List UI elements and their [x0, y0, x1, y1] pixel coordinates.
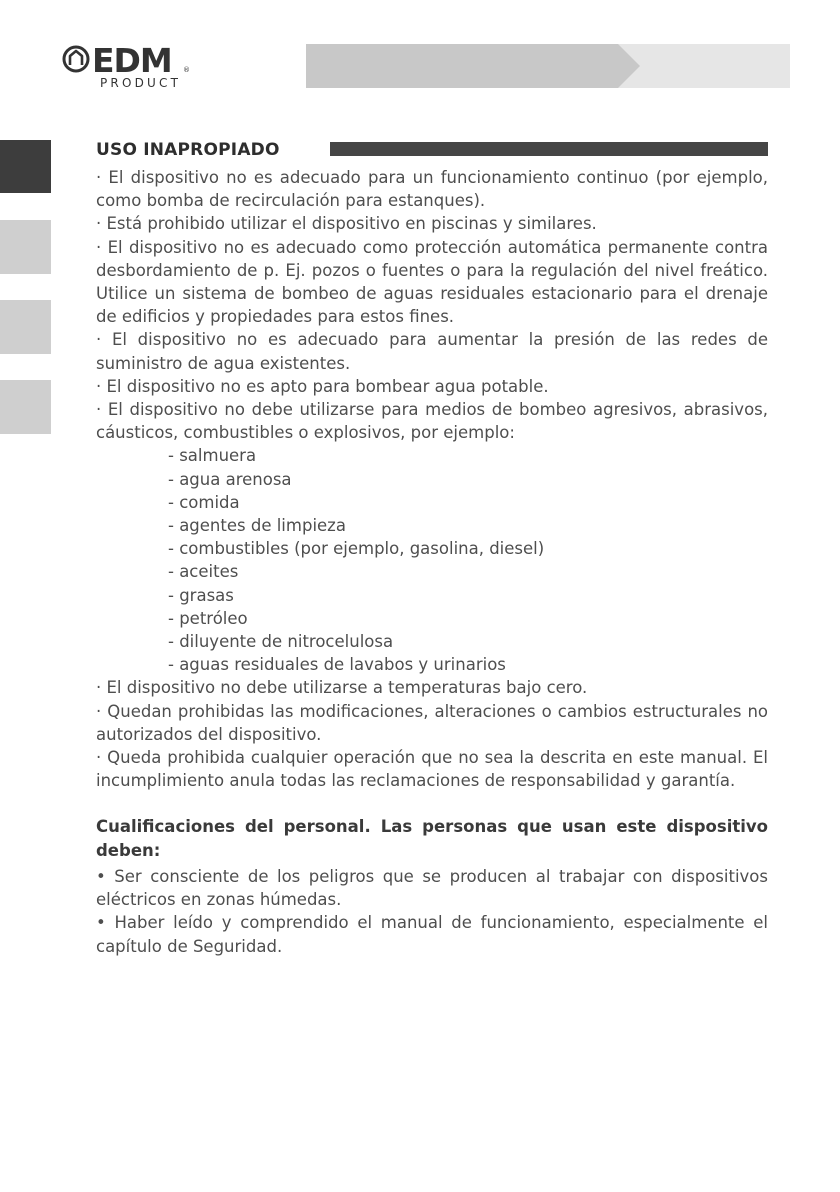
list-item: - aguas residuales de lavabos y urinarios: [168, 655, 506, 675]
prohibited-media-list: [96, 444, 768, 676]
paragraph: · Queda prohibida cualquier operación que no sea la descrita en este manual. El incumplimiento anula todas las reclamaciones de responsabilidad y garantía.: [96, 748, 768, 791]
list-item: - agentes de limpieza: [168, 516, 346, 536]
paragraph: · El dispositivo no es adecuado para un funcionamiento continuo (por ejemplo, como bomba de recirculación para estanques).: [96, 168, 768, 211]
paragraph: · Está prohibido utilizar el dispositivo en piscinas y similares.: [96, 214, 597, 234]
logo-wordmark: EDM: [92, 42, 172, 80]
list-item: - comida: [168, 492, 240, 512]
paragraph: · El dispositivo no debe utilizarse a temperaturas bajo cero.: [96, 678, 588, 698]
section-header: [96, 140, 768, 162]
section-title-rule: [330, 142, 768, 156]
qualification-item: • Haber leído y comprendido el manual de funcionamiento, especialmente el capítulo de Seguridad.: [96, 913, 768, 956]
side-tab[interactable]: [0, 300, 51, 354]
header-arrow-bar: [306, 44, 790, 88]
list-item: - combustibles (por ejemplo, gasolina, diesel): [168, 539, 545, 559]
list-item: - petróleo: [168, 608, 248, 628]
paragraph: · El dispositivo no debe utilizarse para medios de bombeo agresivos, abrasivos, cáusticos, combustibles o explosivos, por ejemplo:: [96, 400, 768, 443]
side-tab[interactable]: [0, 220, 51, 274]
paragraph: · El dispositivo no es adecuado como protección automática permanente contra desbordamiento de p. Ej. pozos o fuentes o para la regulación del nivel freático. Utilice un sistema de bombeo de aguas residuales estacionario para el drenaje de edificios y propiedades para estos fines.: [96, 237, 768, 327]
document-body: [96, 166, 768, 958]
list-item: - diluyente de nitrocelulosa: [168, 632, 394, 652]
qualification-item: • Ser consciente de los peligros que se producen al trabajar con dispositivos eléctricos en zonas húmedas.: [96, 866, 768, 910]
list-item: - grasas: [168, 585, 234, 605]
side-tab-active[interactable]: [0, 140, 51, 193]
list-item: - aceites: [168, 562, 239, 582]
side-tab[interactable]: [0, 380, 51, 434]
list-item: - salmuera: [168, 446, 257, 466]
registered-mark: ®: [183, 66, 190, 74]
section-title: USO INAPROPIADO: [96, 140, 280, 160]
logo-subtext: PRODUCT: [100, 76, 182, 90]
paragraph: · El dispositivo no es apto para bombear agua potable.: [96, 376, 549, 396]
edm-product-logo: [62, 42, 197, 92]
paragraph: · Quedan prohibidas las modificaciones, alteraciones o cambios estructurales no autorizados del dispositivo.: [96, 701, 768, 744]
list-item: - agua arenosa: [168, 469, 292, 489]
qualifications-heading: Cualificaciones del personal. Las personas que usan este dispositivo deben:: [96, 817, 768, 860]
paragraph: · El dispositivo no es adecuado para aumentar la presión de las redes de suministro de agua existentes.: [96, 330, 768, 373]
